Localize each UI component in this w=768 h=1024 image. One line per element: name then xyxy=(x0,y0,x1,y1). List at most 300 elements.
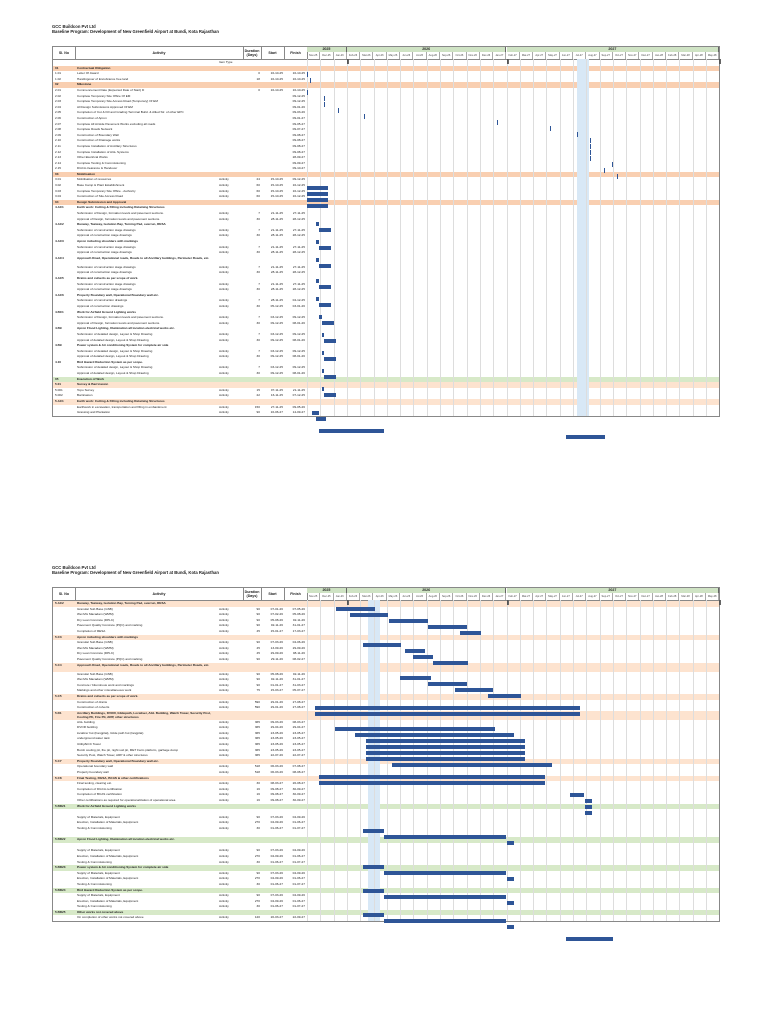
task-row xyxy=(53,410,719,416)
row-id: 2.04 xyxy=(55,104,62,109)
col-start-header: Start xyxy=(261,47,285,59)
row-activity: Submission of detailed design, Layout & Shop Drawing xyxy=(77,331,153,336)
row-type: Activity xyxy=(219,287,229,292)
row-activity: Apron Flood Lighting, Illumination all location electrical works etc. xyxy=(77,326,175,331)
row-start: 01-06-27 xyxy=(270,859,283,864)
row-activity: Approval of construction stage drawings xyxy=(77,270,132,275)
row-type: Activity xyxy=(219,825,229,830)
program-title: Baseline Program: Development of New Greenfield Airport at Bundi, Kota Rajasthan xyxy=(52,29,219,34)
row-activity: Supply of Materials, Equipment xyxy=(77,814,120,819)
row-duration: 7 xyxy=(258,227,260,232)
month-label: Jul-27 xyxy=(573,593,586,600)
row-type: Activity xyxy=(219,331,229,336)
row-finish: 07-05-26 xyxy=(292,606,305,611)
row-duration: 22 xyxy=(256,393,260,398)
row-activity: Approval of detailed design, Layout & Shop Drawing xyxy=(77,354,149,359)
row-finish: 01-06-27 xyxy=(292,876,305,881)
row-start: 15-10-25 xyxy=(270,194,283,199)
year-label: 2025 xyxy=(307,588,347,593)
row-type: Activity xyxy=(219,876,229,881)
row-duration: 30 xyxy=(256,270,260,275)
row-type: Activity xyxy=(219,725,229,730)
row-activity: Power system & Air conditioning System for complete air side xyxy=(77,865,169,870)
row-id: 4.AC6 xyxy=(55,292,64,297)
row-duration: 60 xyxy=(256,183,260,188)
row-finish: 09-10-27 xyxy=(292,166,305,171)
row-duration: 90 xyxy=(256,656,260,661)
row-finish: 26-08-27 xyxy=(292,781,305,786)
row-activity: Construction of drains xyxy=(77,699,108,704)
task-bar xyxy=(507,925,515,928)
row-start: 09-12-25 xyxy=(270,354,283,359)
row-start: 07-11-25 xyxy=(270,387,283,392)
row-activity: Approval of detailed design, Layout & Shop Drawing xyxy=(77,371,149,376)
row-id: 2.09 xyxy=(55,132,62,137)
row-finish: 28-12-25 xyxy=(292,233,305,238)
row-type: Activity xyxy=(219,264,229,269)
row-start: 04-09-26 xyxy=(270,876,283,881)
row-activity: Testing & Commissioning xyxy=(77,904,112,909)
month-label: Jun-26 xyxy=(400,593,413,600)
row-type: Activity xyxy=(219,617,229,622)
row-finish: 31-03-27 xyxy=(292,682,305,687)
row-finish: 16-10-25 xyxy=(292,71,305,76)
row-id: 2.06 xyxy=(55,115,62,120)
row-finish: 01-07-27 xyxy=(292,881,305,886)
row-duration: 7 xyxy=(258,298,260,303)
row-id: 2.05 xyxy=(55,110,62,115)
row-activity: Ancillary Buildings, DVOR, Glidepath, Localiser, AGL Building, Watch Tower, Security Post, Cooling Pit, Fire Pit, ARP, other structures xyxy=(77,710,211,719)
row-start: 28-11-25 xyxy=(270,298,283,303)
row-type: Activity xyxy=(219,348,229,353)
row-id: 5.BD24 xyxy=(55,887,66,892)
row-duration: 590 xyxy=(254,699,260,704)
month-label: Jul-26 xyxy=(413,52,426,59)
row-activity: Execution of Work xyxy=(77,376,105,381)
month-label: Jan-28 xyxy=(653,593,666,600)
row-activity: Approval of construction stage drawings xyxy=(77,250,132,255)
row-type: Activity xyxy=(219,764,229,769)
row-id: 2.12 xyxy=(55,149,62,154)
row-activity: Bird Hazard Reduction System as per scope. xyxy=(77,359,143,364)
month-label: May-27 xyxy=(546,52,559,59)
row-type: Activity xyxy=(219,730,229,735)
row-type: Activity xyxy=(219,705,229,710)
row-finish: 27-08-27 xyxy=(292,705,305,710)
row-type: Activity xyxy=(219,623,229,628)
row-activity: Earthwork in excavation, transportation and filling in embankment xyxy=(77,404,167,409)
row-finish: 05-07-27 xyxy=(292,688,305,693)
row-finish: 04-06-26 xyxy=(292,640,305,645)
row-id: 4.B9 xyxy=(55,343,62,348)
row-activity: Approval of construction stage drawings xyxy=(77,287,132,292)
row-duration: 365 xyxy=(254,730,260,735)
row-activity: Erection, Installation of Materials, Equipment xyxy=(77,853,139,858)
row-activity: Grassing and Plantation xyxy=(77,410,111,415)
row-start: 09-08-27 xyxy=(270,792,283,797)
row-start xyxy=(263,256,283,265)
row-start: 03-12-25 xyxy=(270,365,283,370)
row-duration: 7 xyxy=(258,211,260,216)
row-type: Activity xyxy=(219,677,229,682)
month-header xyxy=(307,52,719,59)
row-activity: Wet Mix Macadam (WMM) xyxy=(77,645,114,650)
row-start xyxy=(263,711,283,720)
row-duration: 90 xyxy=(256,623,260,628)
row-activity: Complete Installation of Ancillary Structures xyxy=(77,143,137,148)
row-id: 2.13 xyxy=(55,155,62,160)
row-finish: 09-08-27 xyxy=(292,149,305,154)
row-activity: DGCA clearance & Handover xyxy=(77,166,118,171)
row-activity: Other works not covered above xyxy=(77,909,124,914)
row-duration: 90 xyxy=(256,682,260,687)
month-label: Dec-26 xyxy=(480,593,493,600)
table-header xyxy=(53,588,719,601)
col-finish-header: Finish xyxy=(284,47,308,59)
row-finish: 16-12-25 xyxy=(292,183,305,188)
row-duration: 75 xyxy=(256,688,260,693)
row-duration: 30 xyxy=(256,250,260,255)
row-activity: Testing & Commissioning xyxy=(77,859,112,864)
row-type: Activity xyxy=(219,233,229,238)
row-finish: 30-09-27 xyxy=(292,786,305,791)
row-activity: Approach Road, Operational roads, Roads to all Ancillary buildings, Perimeter Roads, etc. xyxy=(77,662,210,667)
task-row xyxy=(53,915,719,921)
month-label: May-28 xyxy=(706,52,719,59)
row-type: Activity xyxy=(219,365,229,370)
row-activity: Construction of Drainage works xyxy=(77,138,121,143)
month-label: Mar-26 xyxy=(360,52,373,59)
row-activity: Other Electrical Works xyxy=(77,155,108,160)
row-duration: 30 xyxy=(256,904,260,909)
row-activity: Mobilisation of resources xyxy=(77,177,112,182)
program-title: Baseline Program: Development of New Greenfield Airport at Bundi, Kota Rajasthan xyxy=(52,570,219,575)
row-duration: 90 xyxy=(256,617,260,622)
month-label: Oct-27 xyxy=(613,52,626,59)
row-finish: 01-07-27 xyxy=(292,904,305,909)
row-duration xyxy=(246,711,260,720)
row-activity: Completion of DGCA certification xyxy=(77,786,123,791)
row-finish: 09-08-27 xyxy=(292,138,305,143)
row-start: 06-03-26 xyxy=(270,770,283,775)
row-start: 01-06-27 xyxy=(270,825,283,830)
row-activity: underground water tank xyxy=(77,736,110,741)
row-duration: 365 xyxy=(254,747,260,752)
row-type: Activity xyxy=(219,244,229,249)
row-duration xyxy=(246,256,260,265)
row-activity: Complete Temporary Site Office - Authority xyxy=(77,188,136,193)
col-activity-header: Activity xyxy=(75,47,244,59)
schedule-page-2 xyxy=(52,565,718,920)
month-label: Nov-26 xyxy=(467,52,480,59)
row-type: Activity xyxy=(219,904,229,909)
row-id: 5.D1 xyxy=(55,710,62,715)
row-id: 5.BD22 xyxy=(55,837,66,842)
row-type: Activity xyxy=(219,770,229,775)
row-type: Activity xyxy=(219,786,229,791)
row-type: Activity xyxy=(219,682,229,687)
row-activity: Completion of Cut & Fill and Grading Terminal Build. & Allied Str. of other EPC xyxy=(77,110,184,115)
row-finish: 08-01-26 xyxy=(292,320,305,325)
row-duration: 60 xyxy=(256,188,260,193)
month-label: Apr-26 xyxy=(374,593,387,600)
row-finish: 22-07-27 xyxy=(292,753,305,758)
month-label: Nov-26 xyxy=(467,593,480,600)
row-duration: 90 xyxy=(256,848,260,853)
row-start: 05-08-26 xyxy=(270,671,283,676)
row-type: Activity xyxy=(219,792,229,797)
row-duration: 45 xyxy=(256,651,260,656)
row-finish: 04-09-26 xyxy=(292,870,305,875)
row-finish: 09-12-25 xyxy=(292,315,305,320)
row-duration: 90 xyxy=(256,870,260,875)
row-finish: 21-11-25 xyxy=(292,387,305,392)
row-type: Activity xyxy=(219,651,229,656)
row-duration: 15 xyxy=(256,387,260,392)
row-start: 28-11-25 xyxy=(270,216,283,221)
year-gridline xyxy=(719,600,721,605)
month-header xyxy=(307,593,719,600)
row-finish: 08-03-27 xyxy=(292,719,305,724)
row-activity: Approval of Design, formation levels and pavement sections. xyxy=(77,216,161,221)
month-label: Feb-28 xyxy=(666,593,679,600)
company-name: GCC Buildcon Pvt Ltd xyxy=(52,24,96,29)
row-activity: Apron including shoulders with markings xyxy=(77,634,139,639)
row-start: 23-05-26 xyxy=(270,736,283,741)
row-finish: 09-12-25 xyxy=(292,348,305,353)
row-finish: 14-09-27 xyxy=(292,410,305,415)
row-activity: Apron Flood Lighting, Illumination all location electrical works etc. xyxy=(77,837,175,842)
row-finish: 09-12-25 xyxy=(292,99,305,104)
row-start: 22-07-26 xyxy=(270,753,283,758)
row-id: 3.03 xyxy=(55,188,62,193)
row-activity: Work for Airfield Ground Lighting works xyxy=(77,309,136,314)
row-start: 09-12-25 xyxy=(270,371,283,376)
row-activity: Complete Installation of AGL Systems xyxy=(77,149,129,154)
row-activity: Approval of Design, formation levels and pavement sections. xyxy=(77,320,161,325)
row-finish xyxy=(285,256,305,265)
row-start: 20-03-27 xyxy=(270,915,283,920)
gantt-table xyxy=(52,587,720,922)
row-id: 2.11 xyxy=(55,143,61,148)
row-finish: 08-01-26 xyxy=(292,371,305,376)
row-start: 23-05-26 xyxy=(270,742,283,747)
row-activity: Apron including shoulders with markings xyxy=(77,239,139,243)
row-finish: 23-05-27 xyxy=(292,747,305,752)
row-activity: Property boundary wall xyxy=(77,770,109,775)
row-type: Activity xyxy=(219,645,229,650)
row-activity: Submission of detailed design, Layout & Shop Drawing xyxy=(77,365,153,370)
row-duration: 365 xyxy=(254,753,260,758)
row-activity: AGL building xyxy=(77,719,95,724)
row-activity: Markings and other miscellaneous work xyxy=(77,688,132,693)
row-finish: 30-09-27 xyxy=(292,792,305,797)
month-label: Apr-27 xyxy=(533,593,546,600)
month-label: Oct-26 xyxy=(453,52,466,59)
row-type: Activity xyxy=(219,216,229,221)
row-type: Activity xyxy=(219,736,229,741)
row-id: 5.BD21 xyxy=(55,803,66,808)
month-label: Apr-27 xyxy=(533,52,546,59)
row-type: Activity xyxy=(219,188,229,193)
row-type: Activity xyxy=(219,410,229,415)
row-duration: 90 xyxy=(256,612,260,617)
row-activity: Design Submission and Approval xyxy=(77,199,127,204)
row-activity: Power system & Air conditioning System for complete air side xyxy=(77,343,169,348)
row-type: Activity xyxy=(219,781,229,786)
row-duration: 270 xyxy=(254,820,260,825)
row-start: 28-11-25 xyxy=(270,287,283,292)
row-activity: Erection, Installation of Materials, Equipment xyxy=(77,876,139,881)
row-id: 4.AC3 xyxy=(55,239,64,243)
row-finish xyxy=(285,711,305,720)
row-type: Activity xyxy=(219,354,229,359)
row-duration: 16 xyxy=(256,786,260,791)
row-activity: Property Boundary wall, Operational Boundary wall etc. xyxy=(77,758,159,763)
row-type: Activity xyxy=(219,270,229,275)
month-label: Oct-27 xyxy=(613,593,626,600)
month-label: Mar-27 xyxy=(520,52,533,59)
row-id: 4.AC4 xyxy=(55,255,64,260)
row-finish: 03-01-26 xyxy=(292,303,305,308)
row-finish: 28-09-27 xyxy=(292,155,305,160)
row-duration: 7 xyxy=(258,348,260,353)
year-label: 2026 xyxy=(347,588,507,593)
row-finish: 02-11-26 xyxy=(292,617,305,622)
month-label: Oct-26 xyxy=(453,593,466,600)
month-label: Dec-26 xyxy=(480,52,493,59)
row-id: 2.15 xyxy=(55,166,62,171)
task-bar xyxy=(566,937,613,940)
row-start: 07-03-26 xyxy=(270,640,283,645)
row-type: Activity xyxy=(219,404,229,409)
month-label: Sep-26 xyxy=(440,593,453,600)
month-label: Apr-28 xyxy=(693,52,706,59)
row-type: Activity xyxy=(219,612,229,617)
row-start: 29-01-26 xyxy=(270,705,283,710)
row-type xyxy=(219,256,243,265)
row-finish: 02-11-26 xyxy=(292,671,305,676)
row-id: 04 xyxy=(55,199,59,204)
row-activity: Granular Sub Base (GSB) xyxy=(77,606,113,611)
row-finish: 16-12-25 xyxy=(292,188,305,193)
row-activity: Runway, Taxiway, Isolation Bay, Turning Pad, overrun, RESA xyxy=(77,601,166,605)
row-duration: 90 xyxy=(256,814,260,819)
row-start: 23-05-26 xyxy=(270,730,283,735)
row-activity: Granular Sub Base (GSB) xyxy=(77,671,113,676)
row-duration: 30 xyxy=(256,781,260,786)
month-label: Feb-26 xyxy=(347,593,360,600)
row-type: Activity xyxy=(219,656,229,661)
row-id: 5.C8 xyxy=(55,775,62,780)
row-finish: 28-12-25 xyxy=(292,250,305,255)
row-start: 07-01-26 xyxy=(270,606,283,611)
month-label: Jun-27 xyxy=(560,52,573,59)
row-id: 5.01 xyxy=(55,382,62,387)
group-row xyxy=(53,663,719,672)
row-finish: 01-07-27 xyxy=(292,825,305,830)
col-activity-header: Activity xyxy=(75,588,244,600)
row-finish: 08-11-26 xyxy=(292,651,305,656)
row-activity: Construction of Apron xyxy=(77,115,107,120)
row-id: 3.02 xyxy=(55,183,62,188)
month-label: May-26 xyxy=(387,593,400,600)
row-duration: 90 xyxy=(256,606,260,611)
row-type: Activity xyxy=(219,870,229,875)
row-type: Activity xyxy=(219,881,229,886)
row-start: 08-03-27 xyxy=(270,781,283,786)
row-type: Activity xyxy=(219,814,229,819)
month-label: Dec-25 xyxy=(320,593,333,600)
company-name: GCC Buildcon Pvt Ltd xyxy=(52,565,96,570)
row-duration: 0 xyxy=(258,87,260,92)
row-type: Activity xyxy=(219,606,229,611)
row-start: 28-11-25 xyxy=(270,270,283,275)
row-activity: Other certifications as required for operationalization of operational area xyxy=(77,798,176,802)
year-label: 2027 xyxy=(507,47,720,52)
row-finish: 09-12-25 xyxy=(292,177,305,182)
task-bar xyxy=(566,435,605,438)
row-id: 3.04 xyxy=(55,194,62,199)
month-label: Aug-26 xyxy=(427,52,440,59)
row-duration: 24 xyxy=(256,177,260,182)
row-finish: 28-12-25 xyxy=(292,216,305,221)
row-activity: Dry Lean Concrete (DPLC) xyxy=(77,651,115,656)
row-duration: 90 xyxy=(256,640,260,645)
row-activity: Submission of construction stage drawings xyxy=(77,281,136,286)
row-type: Item Type xyxy=(219,60,233,64)
row-finish: 09-01-26 xyxy=(292,104,305,109)
row-type: Activity xyxy=(219,671,229,676)
row-id: 4.AC5 xyxy=(55,275,64,280)
row-type: Activity xyxy=(219,719,229,724)
row-start: 02-11-26 xyxy=(270,623,283,628)
row-activity: Submission of construction stage drawings xyxy=(77,244,136,249)
row-id: 5.001 xyxy=(55,387,63,392)
row-finish: 04-12-25 xyxy=(292,298,305,303)
row-activity: Base Camp & Plant Establishment xyxy=(77,183,125,188)
row-finish: 09-05-27 xyxy=(292,121,305,126)
row-activity: Erection, Installation of Materials, Equipment xyxy=(77,820,139,825)
row-type: Activity xyxy=(219,387,229,392)
month-label: Apr-26 xyxy=(374,52,387,59)
row-duration: 16 xyxy=(256,798,260,802)
year-label: 2027 xyxy=(507,588,720,593)
row-finish: 22-09-27 xyxy=(292,915,305,920)
row-finish: 27-11-25 xyxy=(292,264,305,269)
row-start xyxy=(263,663,283,672)
row-activity: Supply of Materials, Equipment xyxy=(77,893,120,898)
row-finish: 27-11-25 xyxy=(292,211,305,216)
row-duration: 60 xyxy=(256,194,260,199)
col-duration-header: Duration (Days) xyxy=(243,588,262,600)
row-id: 4.AC1 xyxy=(55,205,64,210)
row-start: 28-11-25 xyxy=(270,233,283,238)
row-activity: Contractual Obligation xyxy=(77,65,111,70)
row-id: 4.B9 xyxy=(55,326,62,331)
row-id: 5.BD23 xyxy=(55,865,66,870)
row-finish: 23-05-27 xyxy=(292,730,305,735)
month-label: Jan-27 xyxy=(493,593,506,600)
row-activity: Completion of BCAS certification xyxy=(77,792,122,797)
row-id: 5.AC2 xyxy=(55,601,64,605)
month-label: Feb-26 xyxy=(347,52,360,59)
row-id: 5.C4 xyxy=(55,662,62,667)
row-start: 15-10-25 xyxy=(270,183,283,188)
month-label: Feb-28 xyxy=(666,52,679,59)
row-id xyxy=(55,410,75,416)
row-duration: 7 xyxy=(258,244,260,249)
